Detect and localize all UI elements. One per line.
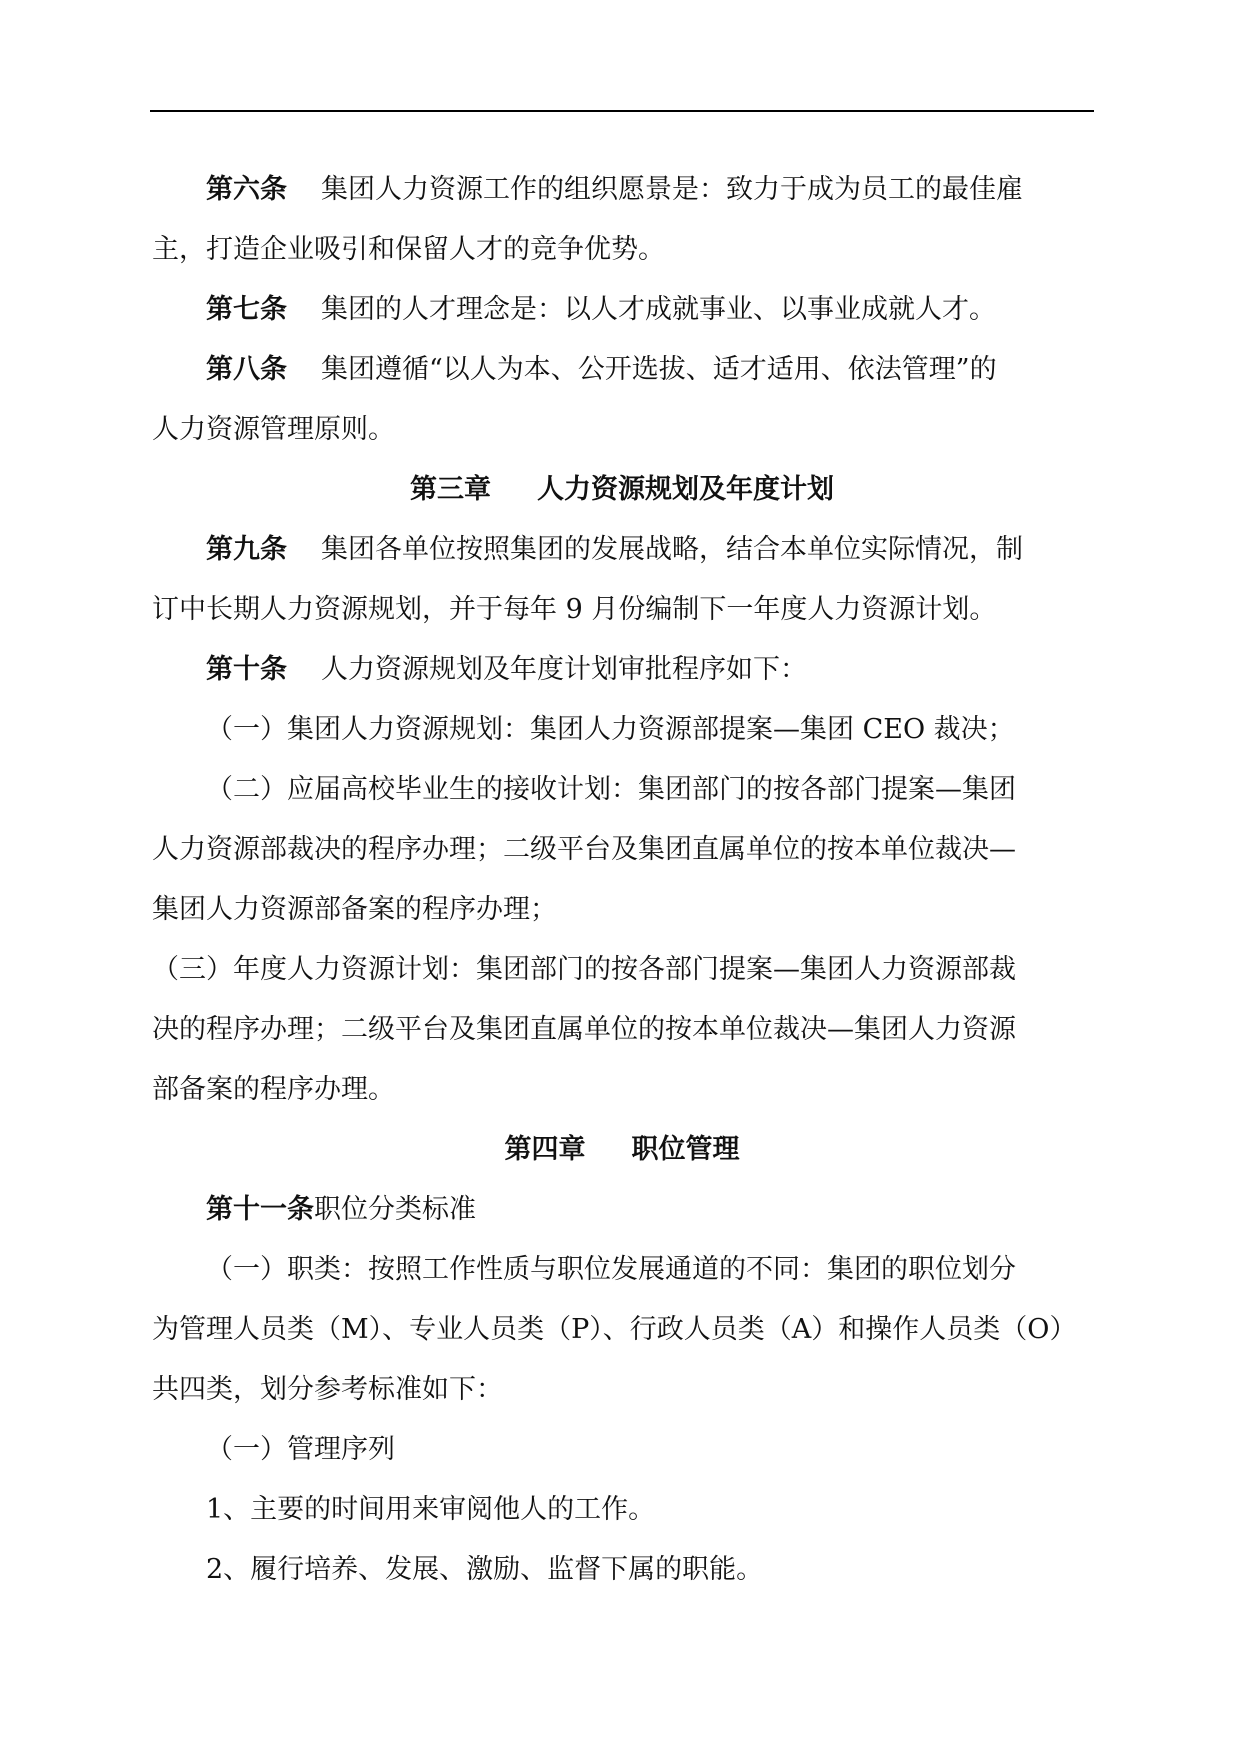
- article-9: [152, 520, 1092, 580]
- article-11-head: 第十一条: [206, 1194, 314, 1225]
- article-10-item-3-cont: 决的程序办理；二级平台及集团直属单位的按本单位裁决—集团人力资源: [152, 1014, 1016, 1045]
- article-11-para-1-cont: 共四类，划分参考标准如下：: [152, 1374, 503, 1405]
- article-9-head: 第九条: [206, 534, 287, 565]
- article-10-item-2-cont: 人力资源部裁决的程序办理；二级平台及集团直属单位的按本单位裁决—: [152, 834, 1016, 865]
- chapter-3-heading: [152, 460, 1092, 520]
- article-6-head: 第六条: [206, 174, 287, 205]
- article-10-item-2-cont: 集团人力资源部备案的程序办理；: [152, 894, 557, 925]
- chapter-4-number: 第四章: [504, 1134, 586, 1165]
- document-body: [152, 160, 1092, 1600]
- chapter-3-number: 第三章: [410, 474, 491, 505]
- article-10-text: 人力资源规划及年度计划审批程序如下：: [321, 654, 807, 685]
- article-9-cont: 订中长期人力资源规划，并于每年 9 月份编制下一年度人力资源计划。: [152, 594, 997, 625]
- article-10: [152, 640, 1092, 700]
- article-8-cont: 人力资源管理原则。: [152, 414, 395, 445]
- article-11-point-2: 2、履行培养、发展、激励、监督下属的职能。: [206, 1554, 764, 1585]
- article-6-cont: 主，打造企业吸引和保留人才的竞争优势。: [152, 234, 665, 265]
- article-7-text: 集团的人才理念是：以人才成就事业、以事业成就人才。: [321, 294, 996, 325]
- article-7-head: 第七条: [206, 294, 287, 325]
- article-9-text: 集团各单位按照集团的发展战略，结合本单位实际情况，制: [321, 534, 1023, 565]
- chapter-4-heading: [152, 1120, 1092, 1180]
- article-10-item-2: （二）应届高校毕业生的接收计划：集团部门的按各部门提案—集团: [206, 774, 1016, 805]
- article-11-para-1: （一）职类：按照工作性质与职位发展通道的不同：集团的职位划分: [206, 1254, 1016, 1285]
- article-11-subheading: （一）管理序列: [206, 1434, 395, 1465]
- article-11-para-1-cont: 为管理人员类（M）、专业人员类（P）、行政人员类（A）和操作人员类（O）: [152, 1314, 1077, 1345]
- article-11-text: 职位分类标准: [314, 1194, 476, 1225]
- article-11-point-1: 1、主要的时间用来审阅他人的工作。: [206, 1494, 656, 1525]
- chapter-3-title: 人力资源规划及年度计划: [537, 474, 834, 505]
- article-7: [152, 280, 1092, 340]
- article-6: [152, 160, 1092, 220]
- article-10-item-3: （三）年度人力资源计划：集团部门的按各部门提案—集团人力资源部裁: [152, 954, 1016, 985]
- article-10-item-1: （一）集团人力资源规划：集团人力资源部提案—集团 CEO 裁决；: [206, 714, 1015, 745]
- article-11: [152, 1180, 1092, 1240]
- article-8-head: 第八条: [206, 354, 287, 385]
- article-10-item-3-cont: 部备案的程序办理。: [152, 1074, 395, 1105]
- chapter-4-title: 职位管理: [631, 1134, 740, 1165]
- header-rule: [150, 110, 1094, 112]
- article-10-head: 第十条: [206, 654, 287, 685]
- article-8-text: 集团遵循“以人为本、公开选拔、适才适用、依法管理”的: [321, 354, 997, 385]
- article-8: [152, 340, 1092, 400]
- article-6-text: 集团人力资源工作的组织愿景是：致力于成为员工的最佳雇: [321, 174, 1023, 205]
